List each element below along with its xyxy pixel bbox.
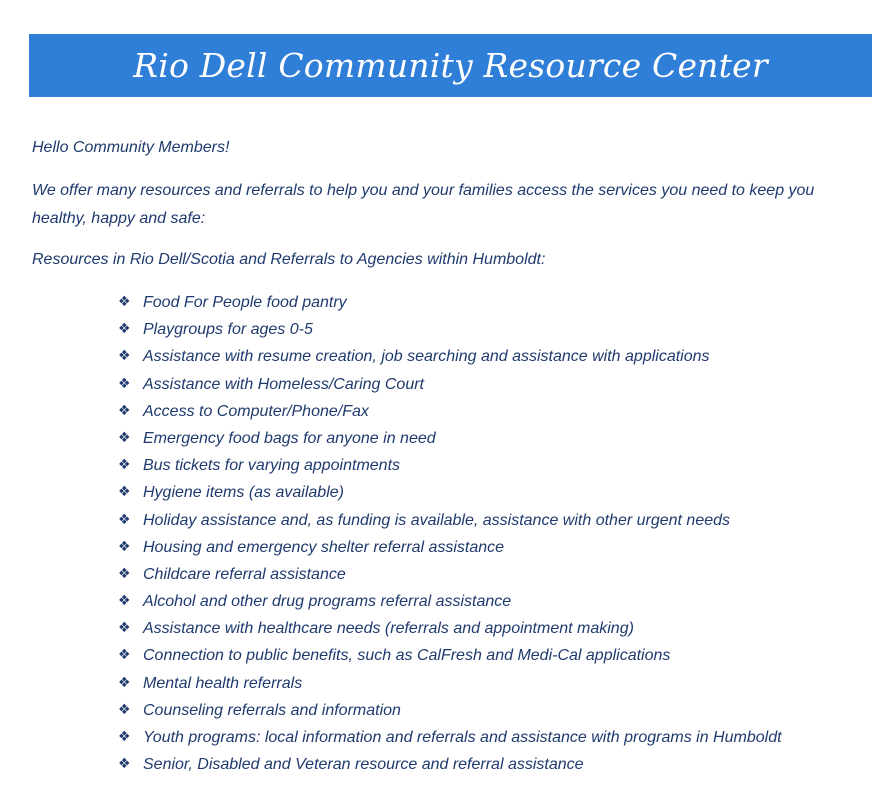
list-item-text: Connection to public benefits, such as CalFresh and Medi-Cal applications xyxy=(143,647,671,665)
diamond-bullet-icon: ❖ xyxy=(118,565,131,582)
list-item xyxy=(118,724,862,751)
list-item-text: Counseling referrals and information xyxy=(143,701,401,719)
list-item-text: Housing and emergency shelter referral assistance xyxy=(143,538,505,556)
diamond-bullet-icon: ❖ xyxy=(118,538,131,555)
list-item xyxy=(118,642,862,669)
list-item xyxy=(118,371,862,398)
diamond-bullet-icon: ❖ xyxy=(118,647,131,664)
diamond-bullet-icon: ❖ xyxy=(118,593,131,610)
list-item-text: Senior, Disabled and Veteran resource and referral assistance xyxy=(143,756,584,774)
diamond-bullet-icon: ❖ xyxy=(118,620,131,637)
diamond-bullet-icon: ❖ xyxy=(118,484,131,501)
diamond-bullet-icon: ❖ xyxy=(118,756,131,773)
list-item-text: Holiday assistance and, as funding is available, assistance with other urgent needs xyxy=(143,511,731,529)
diamond-bullet-icon: ❖ xyxy=(118,729,131,745)
diamond-bullet-icon: ❖ xyxy=(118,701,131,718)
list-heading: Resources in Rio Dell/Scotia and Referrals to Agencies within Humboldt: xyxy=(32,251,546,268)
list-item xyxy=(118,507,862,534)
diamond-bullet-icon: ❖ xyxy=(118,348,131,365)
diamond-bullet-icon: ❖ xyxy=(118,511,131,528)
list-item xyxy=(118,534,862,561)
list-item xyxy=(118,398,862,425)
list-item-text: Food For People food pantry xyxy=(143,294,347,311)
diamond-bullet-icon: ❖ xyxy=(118,429,131,446)
diamond-bullet-icon: ❖ xyxy=(118,674,131,691)
list-item xyxy=(118,452,862,479)
list-item-text: Assistance with Homeless/Caring Court xyxy=(143,375,424,393)
document-body xyxy=(32,134,862,778)
page-title: Rio Dell Community Resource Center xyxy=(133,46,768,85)
list-item-text: Mental health referrals xyxy=(143,674,303,692)
resource-list xyxy=(32,289,862,778)
list-item xyxy=(118,697,862,724)
list-item xyxy=(118,316,862,343)
list-item-text: Alcohol and other drug programs referral assistance xyxy=(143,593,512,611)
list-item xyxy=(118,561,862,588)
list-item xyxy=(118,289,862,316)
list-item-text: Bus tickets for varying appointments xyxy=(143,457,401,475)
diamond-bullet-icon: ❖ xyxy=(118,321,131,338)
list-item xyxy=(118,751,862,778)
list-item-text: Access to Computer/Phone/Fax xyxy=(143,402,369,420)
list-item-text: Hygiene items (as available) xyxy=(143,484,344,502)
diamond-bullet-icon: ❖ xyxy=(118,457,131,474)
greeting-text: Hello Community Members! xyxy=(32,139,230,156)
diamond-bullet-icon: ❖ xyxy=(118,402,131,419)
list-item xyxy=(118,615,862,642)
list-item xyxy=(118,588,862,615)
title-banner xyxy=(29,34,872,97)
diamond-bullet-icon: ❖ xyxy=(118,294,131,310)
list-item-text: Assistance with healthcare needs (referrals and appointment making) xyxy=(143,620,634,638)
list-item-text: Assistance with resume creation, job searching and assistance with applications xyxy=(143,348,710,366)
intro-paragraph: We offer many resources and referrals to help you and your families access the services you need to keep you healthy, happy and safe: xyxy=(32,182,815,227)
list-item-text: Emergency food bags for anyone in need xyxy=(143,429,436,447)
list-item xyxy=(118,479,862,506)
list-item-text: Youth programs: local information and referrals and assistance with programs in Humboldt xyxy=(143,729,782,746)
list-item xyxy=(118,670,862,697)
list-item-text: Childcare referral assistance xyxy=(143,565,346,583)
list-item-text: Playgroups for ages 0-5 xyxy=(143,321,313,339)
diamond-bullet-icon: ❖ xyxy=(118,375,131,392)
list-item xyxy=(118,343,862,370)
list-item xyxy=(118,425,862,452)
